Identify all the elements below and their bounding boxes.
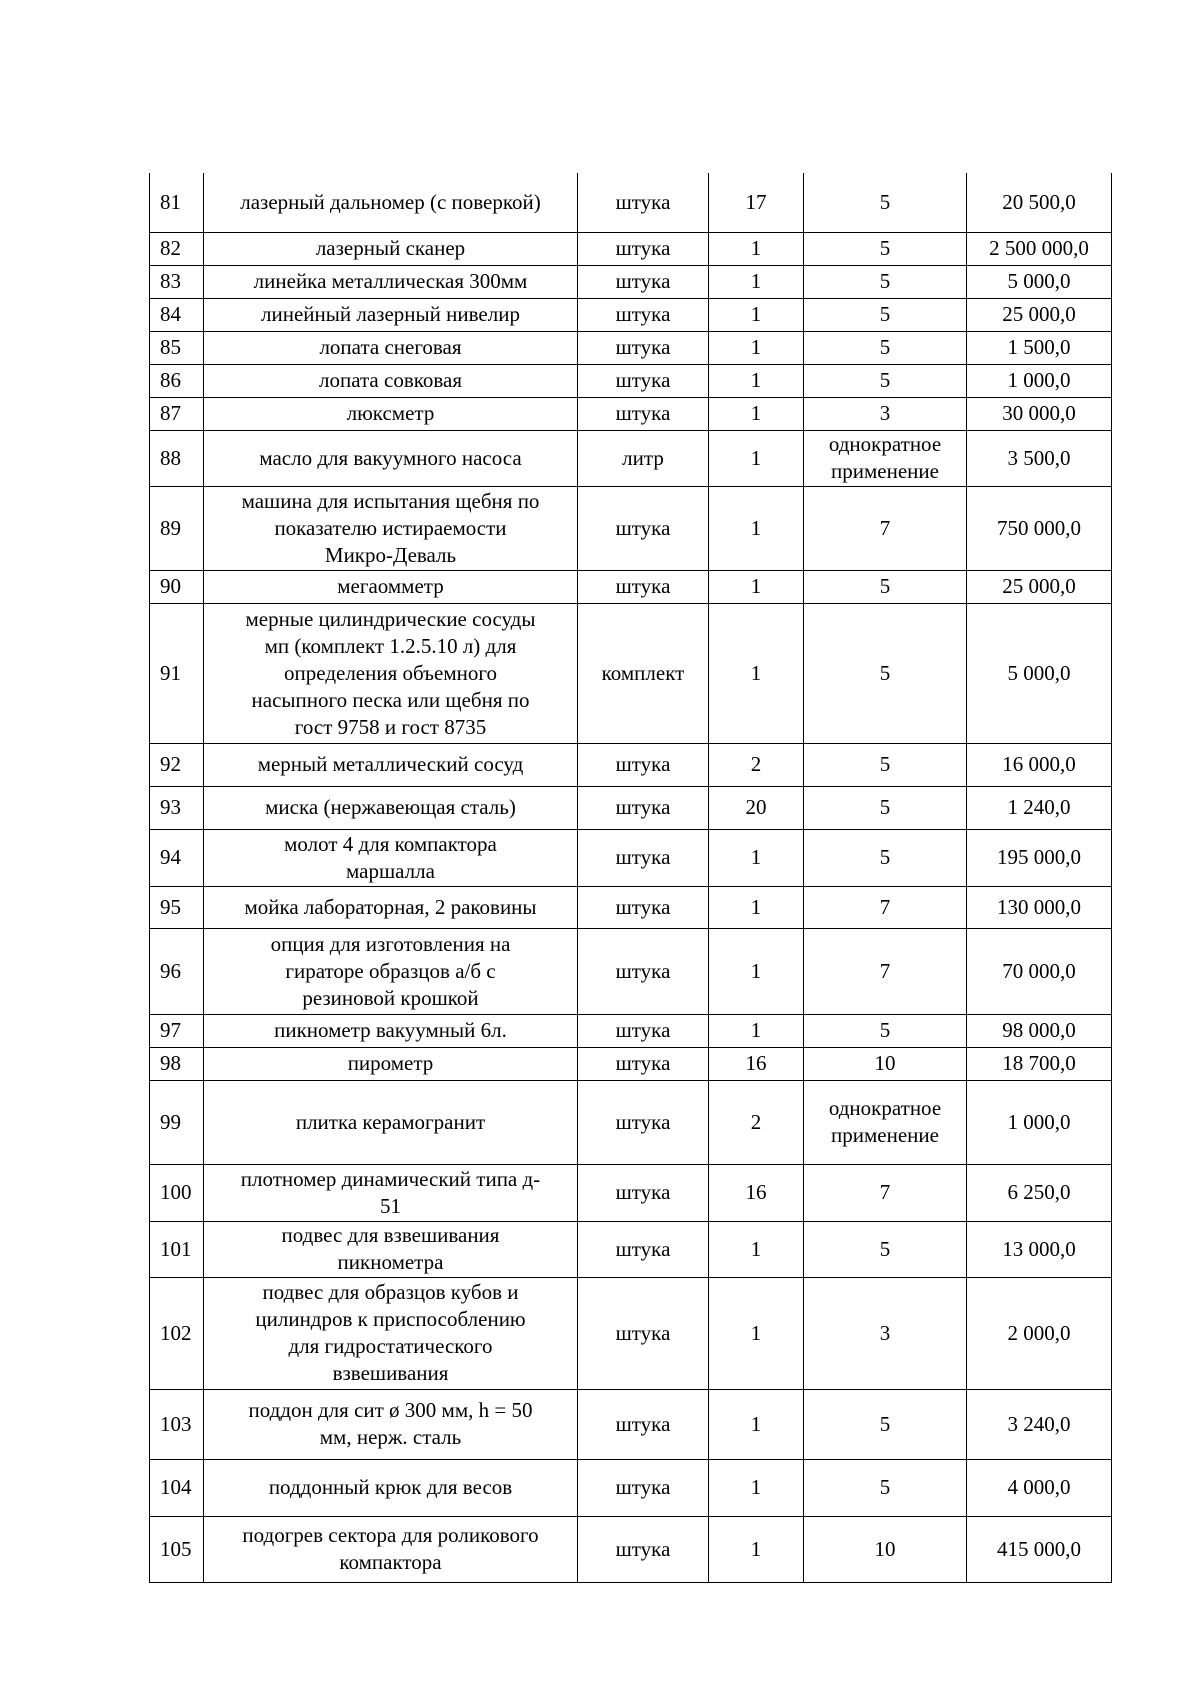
- row-number-cell: 105: [150, 1516, 204, 1582]
- item-name-cell: пирометр: [204, 1047, 578, 1080]
- item-name-cell: лопата снеговая: [204, 331, 578, 364]
- item-name-cell: мерный металлический сосуд: [204, 743, 578, 786]
- table-row: [150, 743, 1112, 786]
- quantity-cell: 1: [709, 1459, 804, 1516]
- row-number-cell: 88: [150, 430, 204, 486]
- quantity-cell: 1: [709, 1014, 804, 1047]
- service-life-cell: 5: [804, 743, 967, 786]
- unit-cell: штука: [578, 1080, 709, 1164]
- service-life-cell: 7: [804, 1164, 967, 1221]
- table-row: [150, 1459, 1112, 1516]
- table-row: [150, 829, 1112, 886]
- price-cell: 13 000,0: [967, 1221, 1112, 1277]
- price-cell: 1 000,0: [967, 1080, 1112, 1164]
- service-life-cell: 5: [804, 173, 967, 232]
- unit-cell: штука: [578, 1389, 709, 1459]
- price-cell: 1 240,0: [967, 786, 1112, 829]
- row-number-cell: 94: [150, 829, 204, 886]
- row-number-cell: 101: [150, 1221, 204, 1277]
- table-row: [150, 430, 1112, 486]
- table-row: [150, 1047, 1112, 1080]
- row-number-cell: 97: [150, 1014, 204, 1047]
- quantity-cell: 1: [709, 1516, 804, 1582]
- service-life-cell: 5: [804, 786, 967, 829]
- unit-cell: штука: [578, 364, 709, 397]
- row-number-cell: 87: [150, 397, 204, 430]
- service-life-cell: 3: [804, 1277, 967, 1389]
- quantity-cell: 17: [709, 173, 804, 232]
- unit-cell: штука: [578, 1047, 709, 1080]
- item-name-cell: мойка лабораторная, 2 раковины: [204, 886, 578, 928]
- service-life-cell: 5: [804, 603, 967, 743]
- price-cell: 2 000,0: [967, 1277, 1112, 1389]
- service-life-cell: 3: [804, 397, 967, 430]
- price-cell: 18 700,0: [967, 1047, 1112, 1080]
- unit-cell: штука: [578, 570, 709, 603]
- unit-cell: штука: [578, 1014, 709, 1047]
- table-row: [150, 928, 1112, 1014]
- table-row: [150, 786, 1112, 829]
- price-cell: 5 000,0: [967, 265, 1112, 298]
- unit-cell: штука: [578, 1164, 709, 1221]
- quantity-cell: 1: [709, 397, 804, 430]
- unit-cell: штука: [578, 829, 709, 886]
- unit-cell: штука: [578, 1277, 709, 1389]
- table-row: [150, 331, 1112, 364]
- row-number-cell: 92: [150, 743, 204, 786]
- quantity-cell: 1: [709, 364, 804, 397]
- item-name-cell: мерные цилиндрические сосуды мп (комплект 1.2.5.10 л) для определения объемного насыпного песка или щебня по гост 9758 и гост 8735: [204, 603, 578, 743]
- row-number-cell: 82: [150, 232, 204, 265]
- table-row: [150, 1516, 1112, 1582]
- unit-cell: штука: [578, 928, 709, 1014]
- price-cell: 415 000,0: [967, 1516, 1112, 1582]
- item-name-cell: лазерный дальномер (с поверкой): [204, 173, 578, 232]
- quantity-cell: 1: [709, 265, 804, 298]
- item-name-cell: лазерный сканер: [204, 232, 578, 265]
- item-name-cell: масло для вакуумного насоса: [204, 430, 578, 486]
- row-number-cell: 81: [150, 173, 204, 232]
- item-name-cell: поддонный крюк для весов: [204, 1459, 578, 1516]
- table-row: [150, 486, 1112, 570]
- price-cell: 6 250,0: [967, 1164, 1112, 1221]
- item-name-cell: машина для испытания щебня по показателю истираемости Микро-Деваль: [204, 486, 578, 570]
- quantity-cell: 1: [709, 486, 804, 570]
- service-life-cell: 5: [804, 1389, 967, 1459]
- table-row: [150, 1014, 1112, 1047]
- price-cell: 1 500,0: [967, 331, 1112, 364]
- unit-cell: штука: [578, 298, 709, 331]
- quantity-cell: 1: [709, 298, 804, 331]
- price-cell: 20 500,0: [967, 173, 1112, 232]
- unit-cell: штука: [578, 1221, 709, 1277]
- item-name-cell: опция для изготовления на гираторе образцов а/б с резиновой крошкой: [204, 928, 578, 1014]
- unit-cell: штука: [578, 486, 709, 570]
- item-name-cell: линейный лазерный нивелир: [204, 298, 578, 331]
- item-name-cell: линейка металлическая 300мм: [204, 265, 578, 298]
- item-name-cell: плитка керамогранит: [204, 1080, 578, 1164]
- row-number-cell: 102: [150, 1277, 204, 1389]
- unit-cell: комплект: [578, 603, 709, 743]
- equipment-table: [149, 173, 1112, 1583]
- service-life-cell: 7: [804, 486, 967, 570]
- row-number-cell: 85: [150, 331, 204, 364]
- item-name-cell: плотномер динамический типа д- 51: [204, 1164, 578, 1221]
- item-name-cell: лопата совковая: [204, 364, 578, 397]
- quantity-cell: 16: [709, 1047, 804, 1080]
- quantity-cell: 1: [709, 1389, 804, 1459]
- row-number-cell: 93: [150, 786, 204, 829]
- service-life-cell: 5: [804, 331, 967, 364]
- price-cell: 3 240,0: [967, 1389, 1112, 1459]
- item-name-cell: мегаомметр: [204, 570, 578, 603]
- price-cell: 4 000,0: [967, 1459, 1112, 1516]
- quantity-cell: 1: [709, 331, 804, 364]
- row-number-cell: 99: [150, 1080, 204, 1164]
- table-row: [150, 1221, 1112, 1277]
- price-cell: 1 000,0: [967, 364, 1112, 397]
- table-row: [150, 603, 1112, 743]
- row-number-cell: 90: [150, 570, 204, 603]
- quantity-cell: 1: [709, 570, 804, 603]
- service-life-cell: 5: [804, 1459, 967, 1516]
- service-life-cell: 5: [804, 232, 967, 265]
- unit-cell: штука: [578, 265, 709, 298]
- service-life-cell: 7: [804, 928, 967, 1014]
- item-name-cell: миска (нержавеющая сталь): [204, 786, 578, 829]
- service-life-cell: однократное применение: [804, 1080, 967, 1164]
- table-row: [150, 232, 1112, 265]
- unit-cell: штука: [578, 232, 709, 265]
- quantity-cell: 2: [709, 1080, 804, 1164]
- row-number-cell: 95: [150, 886, 204, 928]
- table-row: [150, 397, 1112, 430]
- price-cell: 3 500,0: [967, 430, 1112, 486]
- service-life-cell: 7: [804, 886, 967, 928]
- row-number-cell: 98: [150, 1047, 204, 1080]
- unit-cell: штука: [578, 786, 709, 829]
- item-name-cell: подвес для образцов кубов и цилиндров к приспособлению для гидростатического взвешивания: [204, 1277, 578, 1389]
- item-name-cell: поддон для сит ø 300 мм, h = 50 мм, нерж. сталь: [204, 1389, 578, 1459]
- price-cell: 25 000,0: [967, 298, 1112, 331]
- service-life-cell: 10: [804, 1047, 967, 1080]
- quantity-cell: 1: [709, 829, 804, 886]
- price-cell: 195 000,0: [967, 829, 1112, 886]
- unit-cell: штука: [578, 331, 709, 364]
- service-life-cell: 5: [804, 1014, 967, 1047]
- row-number-cell: 84: [150, 298, 204, 331]
- quantity-cell: 1: [709, 430, 804, 486]
- item-name-cell: подогрев сектора для роликового компактора: [204, 1516, 578, 1582]
- quantity-cell: 1: [709, 1221, 804, 1277]
- service-life-cell: 5: [804, 829, 967, 886]
- row-number-cell: 96: [150, 928, 204, 1014]
- table-row: [150, 1164, 1112, 1221]
- row-number-cell: 104: [150, 1459, 204, 1516]
- quantity-cell: 20: [709, 786, 804, 829]
- quantity-cell: 1: [709, 886, 804, 928]
- quantity-cell: 1: [709, 603, 804, 743]
- equipment-table-body: [150, 173, 1112, 1582]
- table-row: [150, 1080, 1112, 1164]
- table-row: [150, 364, 1112, 397]
- unit-cell: штука: [578, 1516, 709, 1582]
- price-cell: 98 000,0: [967, 1014, 1112, 1047]
- item-name-cell: молот 4 для компактора маршалла: [204, 829, 578, 886]
- row-number-cell: 86: [150, 364, 204, 397]
- service-life-cell: 5: [804, 570, 967, 603]
- service-life-cell: однократное применение: [804, 430, 967, 486]
- quantity-cell: 2: [709, 743, 804, 786]
- row-number-cell: 89: [150, 486, 204, 570]
- unit-cell: штука: [578, 1459, 709, 1516]
- table-row: [150, 1277, 1112, 1389]
- item-name-cell: пикнометр вакуумный 6л.: [204, 1014, 578, 1047]
- quantity-cell: 1: [709, 928, 804, 1014]
- item-name-cell: люксметр: [204, 397, 578, 430]
- quantity-cell: 1: [709, 1277, 804, 1389]
- table-row: [150, 173, 1112, 232]
- row-number-cell: 83: [150, 265, 204, 298]
- unit-cell: штука: [578, 886, 709, 928]
- item-name-cell: подвес для взвешивания пикнометра: [204, 1221, 578, 1277]
- service-life-cell: 5: [804, 364, 967, 397]
- price-cell: 5 000,0: [967, 603, 1112, 743]
- price-cell: 750 000,0: [967, 486, 1112, 570]
- row-number-cell: 100: [150, 1164, 204, 1221]
- unit-cell: литр: [578, 430, 709, 486]
- quantity-cell: 16: [709, 1164, 804, 1221]
- service-life-cell: 5: [804, 1221, 967, 1277]
- service-life-cell: 10: [804, 1516, 967, 1582]
- row-number-cell: 91: [150, 603, 204, 743]
- row-number-cell: 103: [150, 1389, 204, 1459]
- unit-cell: штука: [578, 173, 709, 232]
- price-cell: 2 500 000,0: [967, 232, 1112, 265]
- table-row: [150, 265, 1112, 298]
- table-row: [150, 1389, 1112, 1459]
- table-row: [150, 886, 1112, 928]
- quantity-cell: 1: [709, 232, 804, 265]
- table-row: [150, 570, 1112, 603]
- price-cell: 30 000,0: [967, 397, 1112, 430]
- table-row: [150, 298, 1112, 331]
- price-cell: 130 000,0: [967, 886, 1112, 928]
- price-cell: 16 000,0: [967, 743, 1112, 786]
- price-cell: 25 000,0: [967, 570, 1112, 603]
- unit-cell: штука: [578, 743, 709, 786]
- unit-cell: штука: [578, 397, 709, 430]
- price-cell: 70 000,0: [967, 928, 1112, 1014]
- service-life-cell: 5: [804, 298, 967, 331]
- service-life-cell: 5: [804, 265, 967, 298]
